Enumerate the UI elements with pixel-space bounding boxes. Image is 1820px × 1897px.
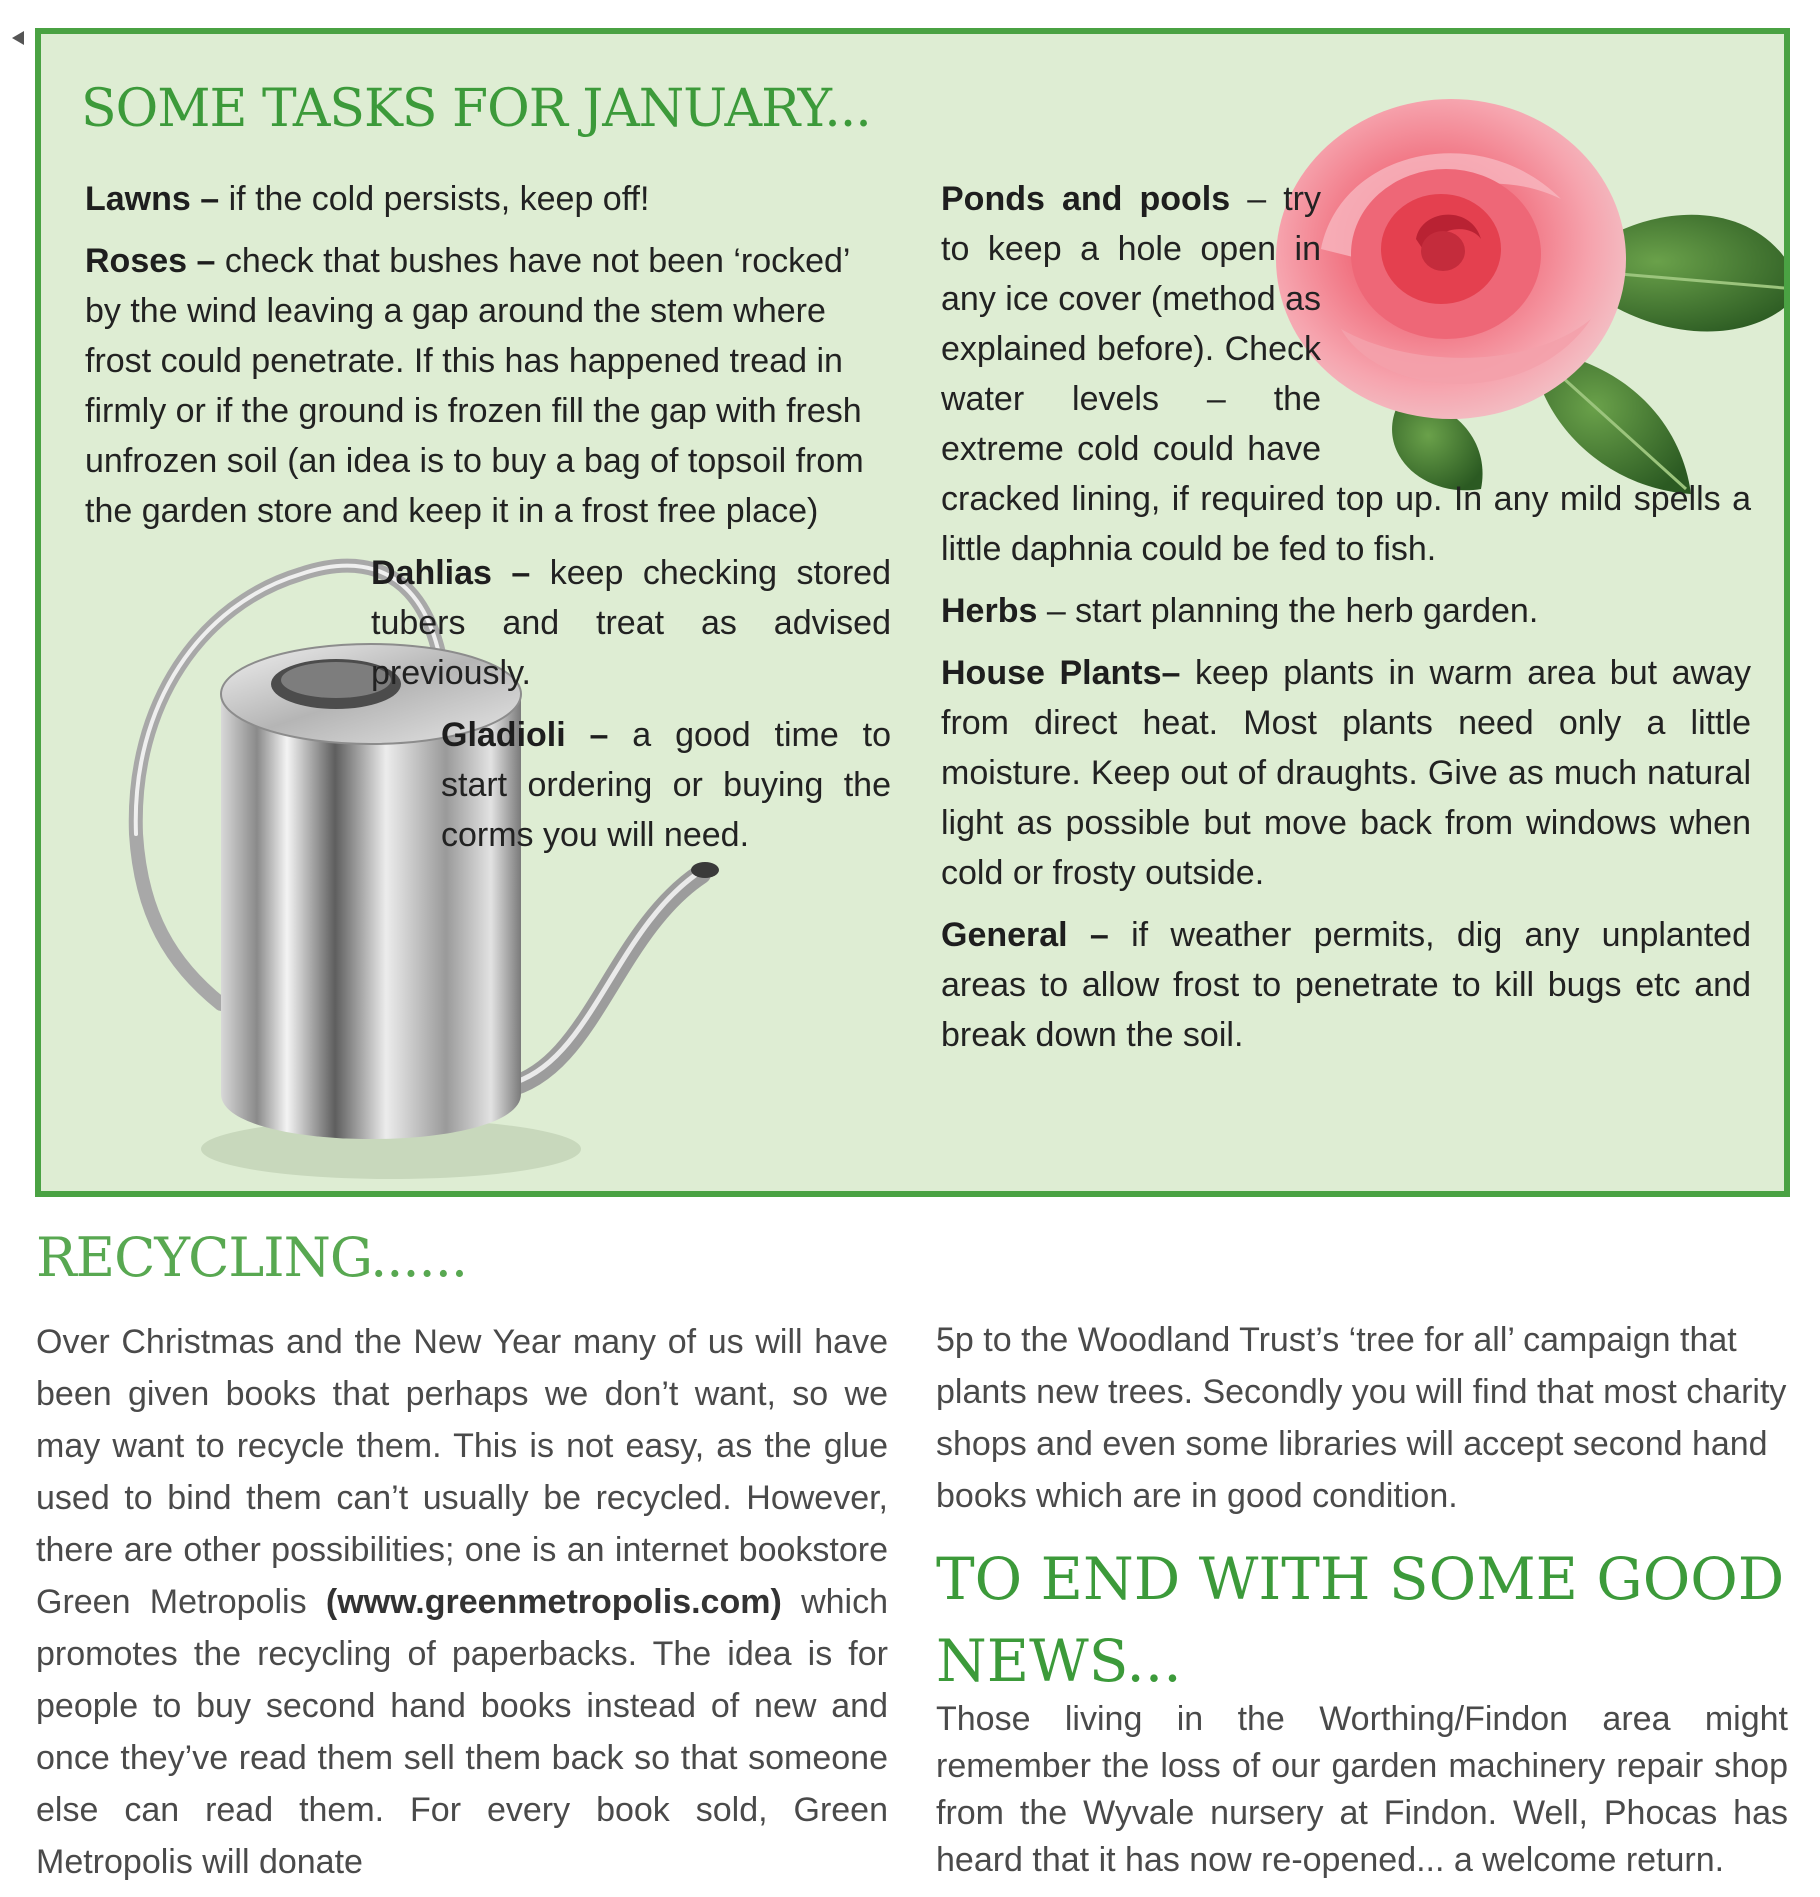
rose-space [1321,174,1751,474]
january-tasks-panel [35,28,1790,1197]
tasks-left-column [85,174,891,872]
ponds-label: Ponds and pools [941,180,1231,218]
recycling-text-after: which promotes the recycling of paperbacks. The idea is for people to buy second hand books instead of new and once they’ve read them sell them back so that someone else can read them. For every book sold, Green Metropolis will donate [36,1583,888,1881]
recycling-text-continued: 5p to the Woodland Trust’s ‘tree for all’ campaign that plants new trees. Secondly you will find that most charity shops and even some libraries will accept second hand books which are in good condition. [936,1321,1787,1515]
general-label: General – [941,916,1109,954]
previous-page-arrow-icon[interactable] [12,31,24,45]
gladioli-label: Gladioli – [441,716,609,754]
recycling-text [36,1316,888,1888]
tasks-right-column [941,174,1751,1072]
herbs-item [941,586,1751,636]
recycling-title: RECYCLING...... [36,1226,468,1289]
lawns-text: if the cold persists, keep off! [219,180,650,218]
house-plants-text: keep plants in warm area but away from direct heat. Most plants need only a little moisture. Keep out of draughts. Give as much natural light as possible but move back from windows when cold or frosty outside. [941,654,1751,892]
herbs-label: Herbs [941,592,1038,630]
general-item [941,910,1751,1060]
gladioli-text: a good time to start ordering or buying the corms you will need. [441,716,891,854]
ponds-text: – try to keep a hole open in any ice cover (method as explained before). Check water levels – the extreme cold could have cracked lining, if required top up. In any mild spells a little daphnia could be fed to fish. [941,180,1751,568]
roses-text: check that bushes have not been ‘rocked’ by the wind leaving a gap around the stem where frost could penetrate. If this has happened tread in firmly or if the ground is frozen fill the gap with fresh unfrozen soil (an idea is to buy a bag of topsoil from the garden store and keep it in a frost free place) [85,242,864,530]
lawns-label: Lawns – [85,180,220,218]
good-news-title: TO END WITH SOME GOOD NEWS... [936,1545,1785,1695]
green-metropolis-link[interactable]: (www.greenmetropolis.com) [325,1583,782,1621]
herbs-text: – start planning the herb garden. [1037,592,1539,630]
roses-label: Roses – [85,242,216,280]
gladioli-item [85,710,891,860]
tasks-title: SOME TASKS FOR JANUARY... [81,79,871,139]
dahlias-item [85,548,891,698]
good-news-text: Those living in the Worthing/Findon area might remember the loss of our garden machinery repair shop from the Wyvale nursery at Findon. Well, Phocas has heard that it has now re-opened... a welcome return. [936,1700,1788,1879]
lawns-item [85,174,891,224]
house-plants-label: House Plants– [941,654,1181,692]
recycling-text-before: Over Christmas and the New Year many of us will have been given books that perhaps we don’t want, so we may want to recycle them. This is not easy, as the glue used to bind them can’t usually be recycled. However, there are other possibilities; one is an internet bookstore Green Metropolis [36,1323,888,1621]
house-plants-item [941,648,1751,898]
general-text: if weather permits, dig any unplanted areas to allow frost to penetrate to kill bugs etc and break down the soil. [941,916,1751,1054]
dahlias-text: keep checking stored tubers and treat as advised previously. [371,554,891,692]
roses-item [85,236,891,536]
dahlias-label: Dahlias – [371,554,531,592]
